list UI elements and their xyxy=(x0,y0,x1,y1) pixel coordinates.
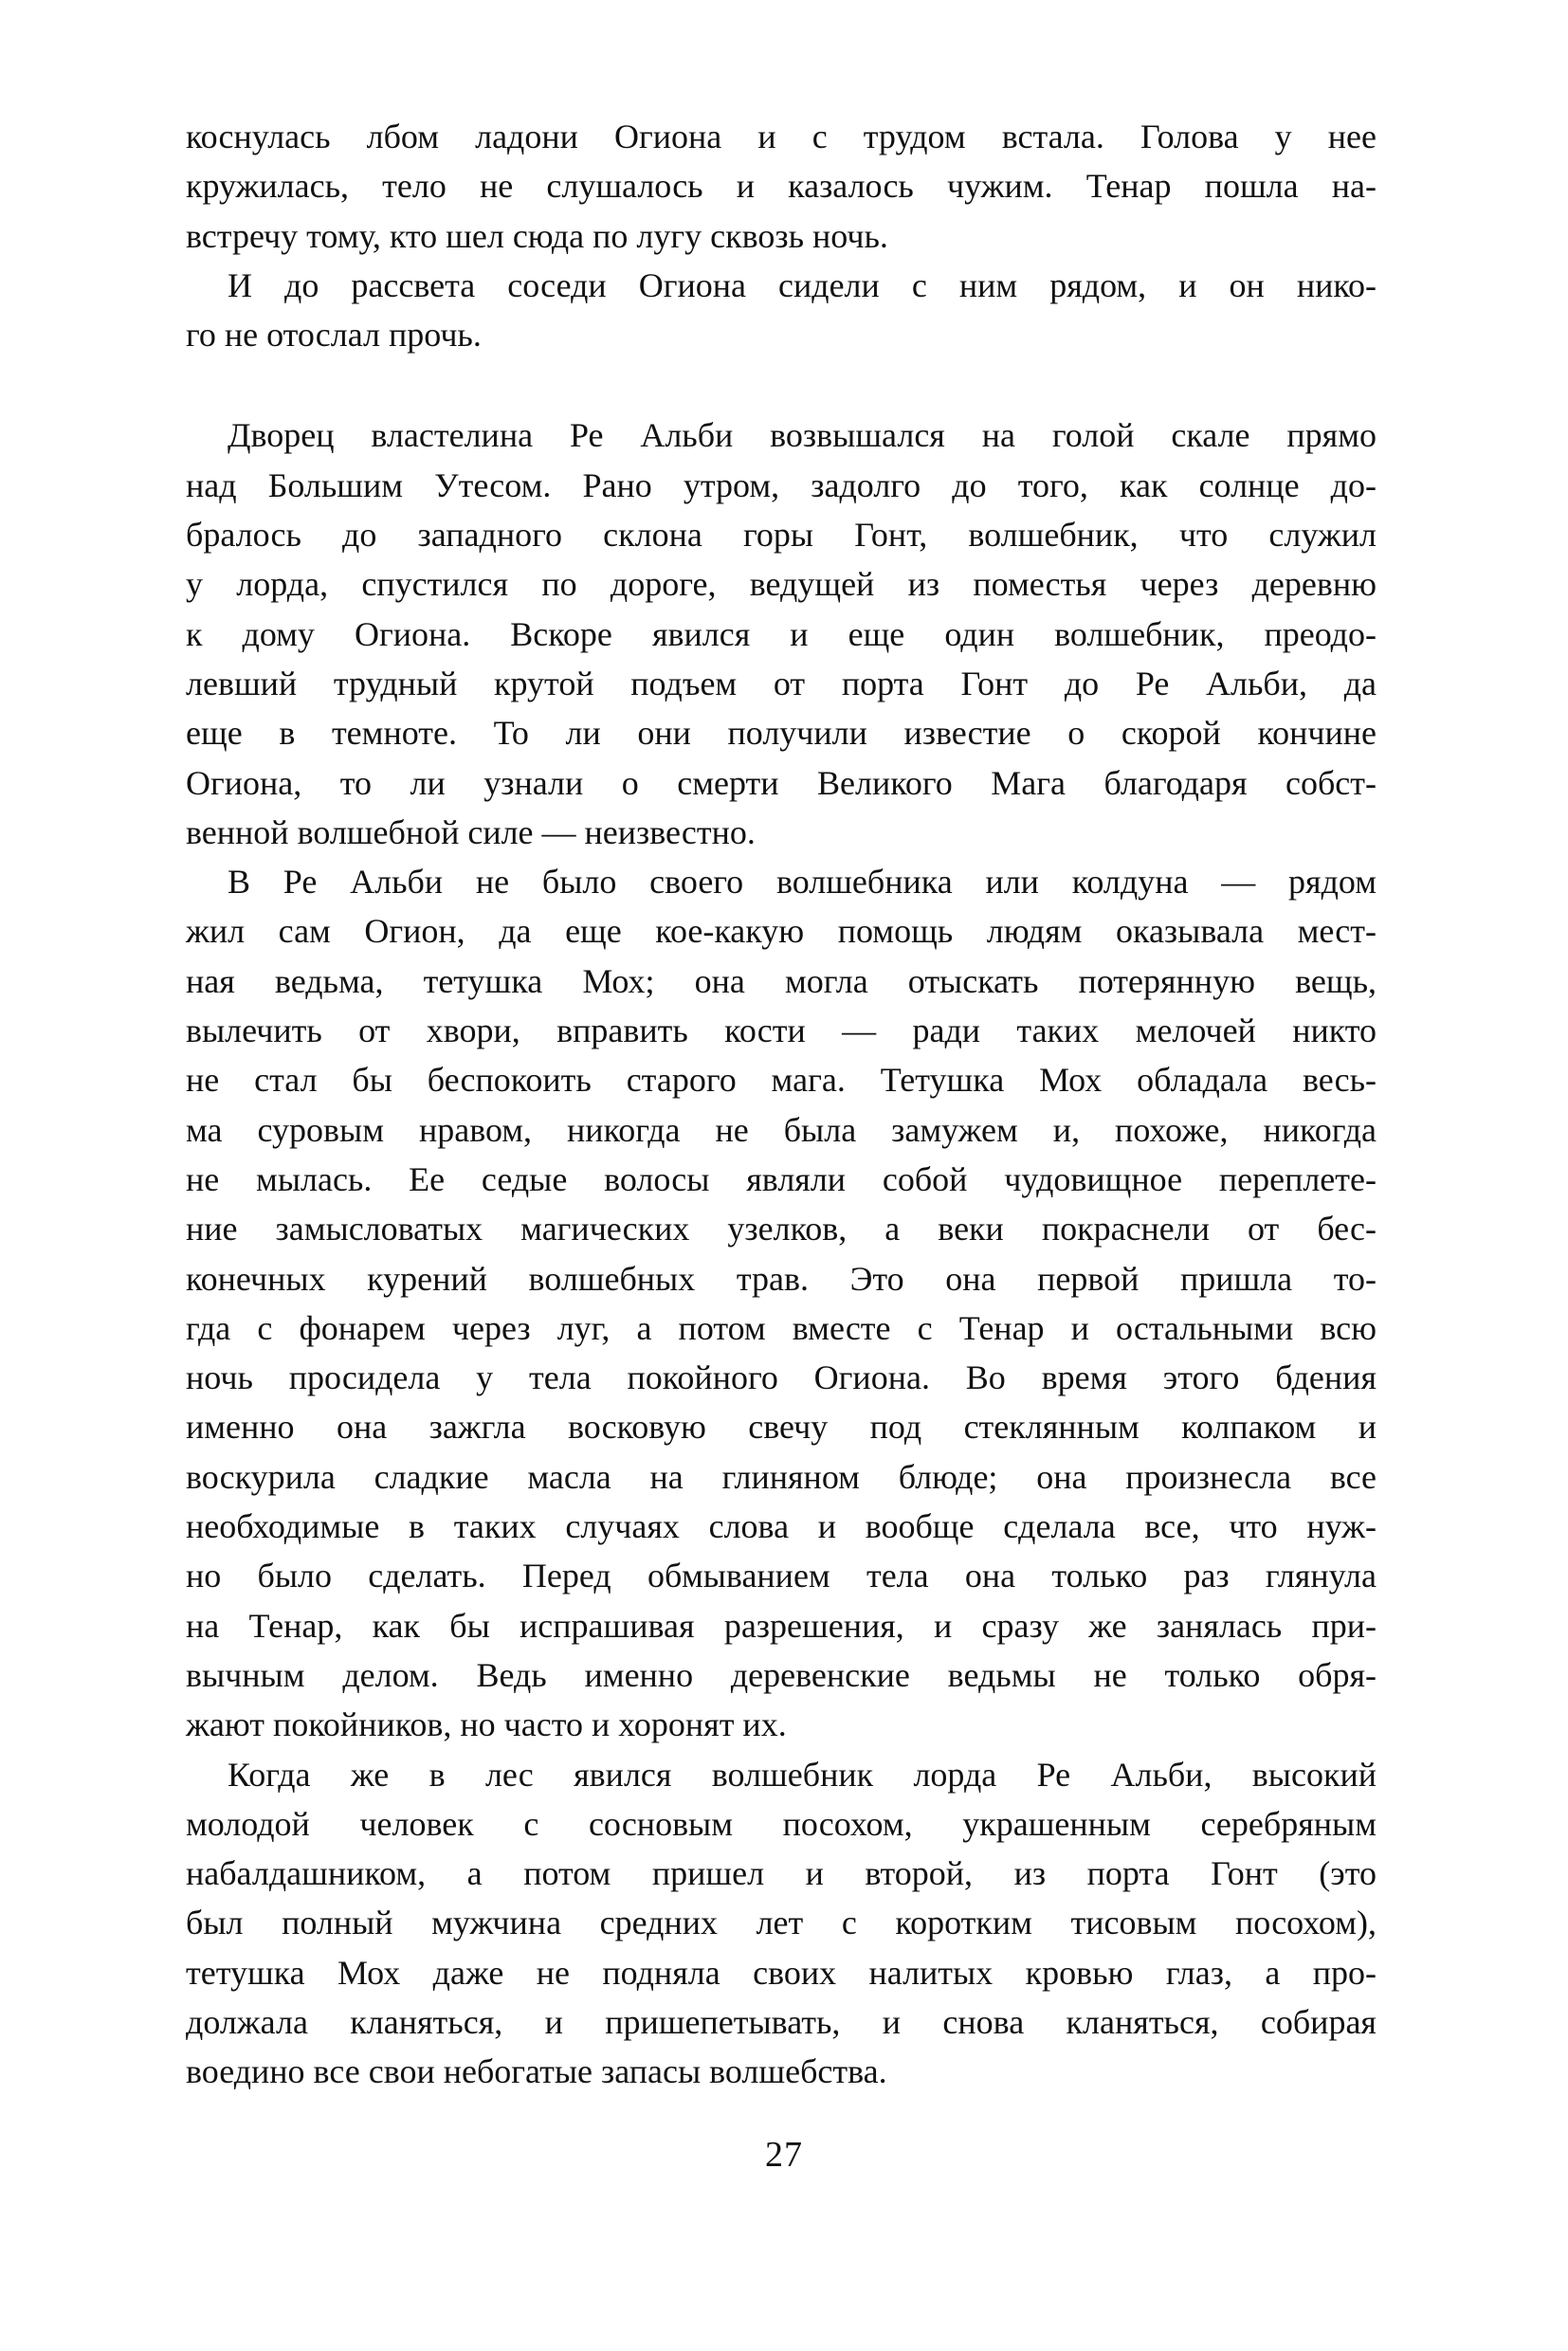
paragraph xyxy=(186,857,1377,1749)
text-line: бралось до западного склона горы Гонт, волшебник, что служил xyxy=(186,516,1377,555)
text-line: на Тенар, как бы испрашивая разрешения, и сразу же занялась при- xyxy=(186,1606,1377,1645)
text-line: у лорда, спустился по дороге, ведущей из поместья через деревню xyxy=(186,565,1377,604)
text-line: го не отослал прочь. xyxy=(186,316,482,355)
text-line: Огиона, то ли узнали о смерти Великого Мага благодаря собст- xyxy=(186,763,1377,802)
text-line: воедино все свои небогатые запасы волшебства. xyxy=(186,2052,887,2091)
text-line: воскурила сладкие масла на глиняном блюде; она произнесла все xyxy=(186,1457,1377,1496)
text-line: жил сам Огион, да еще кое-какую помощь людям оказывала мест- xyxy=(186,912,1377,951)
text-line: ная ведьма, тетушка Мох; она могла отыскать потерянную вещь, xyxy=(186,961,1377,1000)
paragraph xyxy=(186,112,1377,261)
text-line: над Большим Утесом. Рано утром, задолго до того, как солнце до- xyxy=(186,465,1377,504)
text-line: но было сделать. Перед обмыванием тела она только раз глянула xyxy=(186,1557,1377,1595)
text-line: кружилась, тело не слушалось и казалось чужим. Тенар пошла на- xyxy=(186,167,1377,206)
text-line: Дворец властелина Ре Альби возвышался на голой скале прямо xyxy=(228,416,1377,455)
text-line: молодой человек с сосновым посохом, украшенным серебряным xyxy=(186,1804,1377,1843)
page-text xyxy=(186,112,1377,2097)
text-line: ма суровым нравом, никогда не была замужем и, похоже, никогда xyxy=(186,1110,1377,1149)
text-line: именно она зажгла восковую свечу под стеклянным колпаком и xyxy=(186,1408,1377,1447)
text-line: тетушка Мох даже не подняла своих налитых кровью глаз, а про- xyxy=(186,1953,1377,1992)
text-line: необходимые в таких случаях слова и вообще сделала все, что нуж- xyxy=(186,1507,1377,1546)
text-line: встречу тому, кто шел сюда по лугу сквозь ночь. xyxy=(186,216,888,255)
text-line: В Ре Альби не было своего волшебника или колдуна — рядом xyxy=(228,863,1377,902)
text-line: Когда же в лес явился волшебник лорда Ре Альби, высокий xyxy=(228,1755,1377,1794)
paragraph xyxy=(186,410,1377,857)
text-line: был полный мужчина средних лет с коротким тисовым посохом), xyxy=(186,1904,1377,1942)
text-line: гда с фонарем через луг, а потом вместе с Тенар и остальными всю xyxy=(186,1308,1377,1347)
text-line: не стал бы беспокоить старого мага. Тетушка Мох обладала весь- xyxy=(186,1061,1377,1100)
text-line: венной волшебной силе — неизвестно. xyxy=(186,812,756,851)
text-line: набалдашником, а потом пришел и второй, из порта Гонт (это xyxy=(186,1854,1377,1893)
text-line: И до рассвета соседи Огиона сидели с ним рядом, и он нико- xyxy=(228,265,1377,304)
paragraph xyxy=(186,261,1377,360)
text-line: должала кланяться, и пришепетывать, и снова кланяться, собирая xyxy=(186,2002,1377,2041)
text-line: к дому Огиона. Вскоре явился и еще один волшебник, преодо- xyxy=(186,614,1377,653)
text-line: еще в темноте. То ли они получили известие о скорой кончине xyxy=(186,714,1377,753)
section-break xyxy=(186,359,1377,410)
text-line: левший трудный крутой подъем от порта Гонт до Ре Альби, да xyxy=(186,664,1377,702)
text-line: коснулась лбом ладони Огиона и с трудом встала. Голова у нее xyxy=(186,118,1377,155)
paragraph xyxy=(186,1750,1377,2097)
page-number: 27 xyxy=(765,2135,803,2175)
text-line: ночь просидела у тела покойного Огиона. Во время этого бдения xyxy=(186,1358,1377,1397)
text-line: ние замысловатых магических узелков, а веки покраснели от бес- xyxy=(186,1210,1377,1248)
text-line: не мылась. Ее седые волосы являли собой чудовищное переплете- xyxy=(186,1159,1377,1198)
text-line: вылечить от хвори, вправить кости — ради таких мелочей никто xyxy=(186,1011,1377,1050)
text-line: жают покойников, но часто и хоронят их. xyxy=(186,1705,787,1744)
text-line: конечных курений волшебных трав. Это она первой пришла то- xyxy=(186,1259,1377,1298)
text-line: вычным делом. Ведь именно деревенские ведьмы не только обря- xyxy=(186,1655,1377,1694)
